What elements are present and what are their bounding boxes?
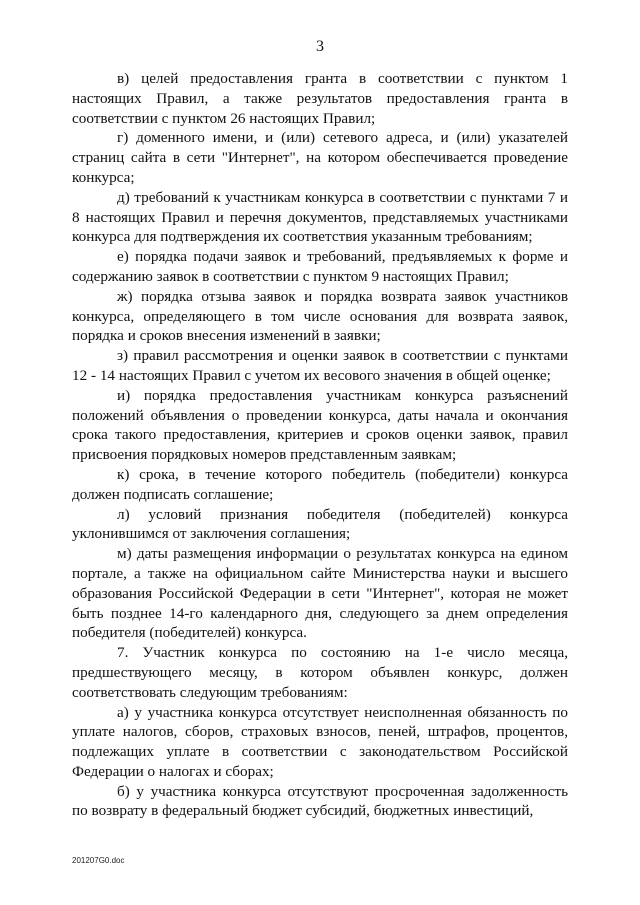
paragraph-item-7: 7. Участник конкурса по состоянию на 1-е число месяца, предшествующего месяцу, в котором объявлен конкурс, должен соответствовать следующим требованиям:	[72, 644, 568, 701]
paragraph-v: в) целей предоставления гранта в соответствии с пунктом 1 настоящих Правил, а также результатов предоставления гранта в соответствии с пунктом 26 настоящих Правил;	[72, 70, 568, 127]
paragraph-m: м) даты размещения информации о результатах конкурса на едином портале, а также на официальном сайте Министерства науки и высшего образования Российской Федерации в сети "Интернет", которая не может быть позднее 14-го календарного дня, следующего за днем определения победителя (победителей) конкурса.	[72, 545, 568, 642]
paragraph-z: з) правил рассмотрения и оценки заявок в соответствии с пунктами 12 - 14 настоящих Правил с учетом их весового значения в общей оценке;	[72, 347, 568, 384]
paragraph-d: д) требований к участникам конкурса в соответствии с пунктами 7 и 8 настоящих Правил и перечня документов, представляемых участниками конкурса для подтверждения их соответствия указанным требованиям;	[72, 188, 568, 246]
paragraph-g: г) доменного имени, и (или) сетевого адреса, и (или) указателей страниц сайта в сети "Интернет", на котором обеспечивается проведение конкурса;	[72, 129, 568, 186]
document-body	[72, 69, 568, 821]
paragraph-b: б) у участника конкурса отсутствуют просроченная задолженность по возврату в федеральный бюджет субсидий, бюджетных инвестиций,	[72, 782, 568, 820]
paragraph-k: к) срока, в течение которого победитель (победители) конкурса должен подписать соглашение;	[72, 465, 568, 503]
paragraph-l: л) условий признания победителя (победителей) конкурса уклонившимся от заключения соглашения;	[72, 505, 568, 543]
paragraph-e: е) порядка подачи заявок и требований, предъявляемых к форме и содержанию заявок в соответствии с пунктом 9 настоящих Правил;	[72, 248, 568, 285]
paragraph-i: и) порядка предоставления участникам конкурса разъяснений положений объявления о проведении конкурса, даты начала и окончания срока такого предоставления, критериев и сроков оценки заявок, правил присвоения порядковых номеров представленным заявкам;	[72, 386, 568, 464]
paragraph-zh: ж) порядка отзыва заявок и порядка возврата заявок участников конкурса, определяющего в том числе основания для возврата заявок, порядка и сроков внесения изменений в заявки;	[72, 287, 568, 345]
paragraph-a: а) у участника конкурса отсутствует неисполненная обязанность по уплате налогов, сборов, страховых взносов, пеней, штрафов, процентов, подлежащих уплате в соответствии с законодательством Российской Федерации о налогах и сборах;	[72, 703, 568, 780]
file-name-footer: 201207G0.doc	[72, 856, 125, 865]
page-number: 3	[316, 38, 324, 55]
